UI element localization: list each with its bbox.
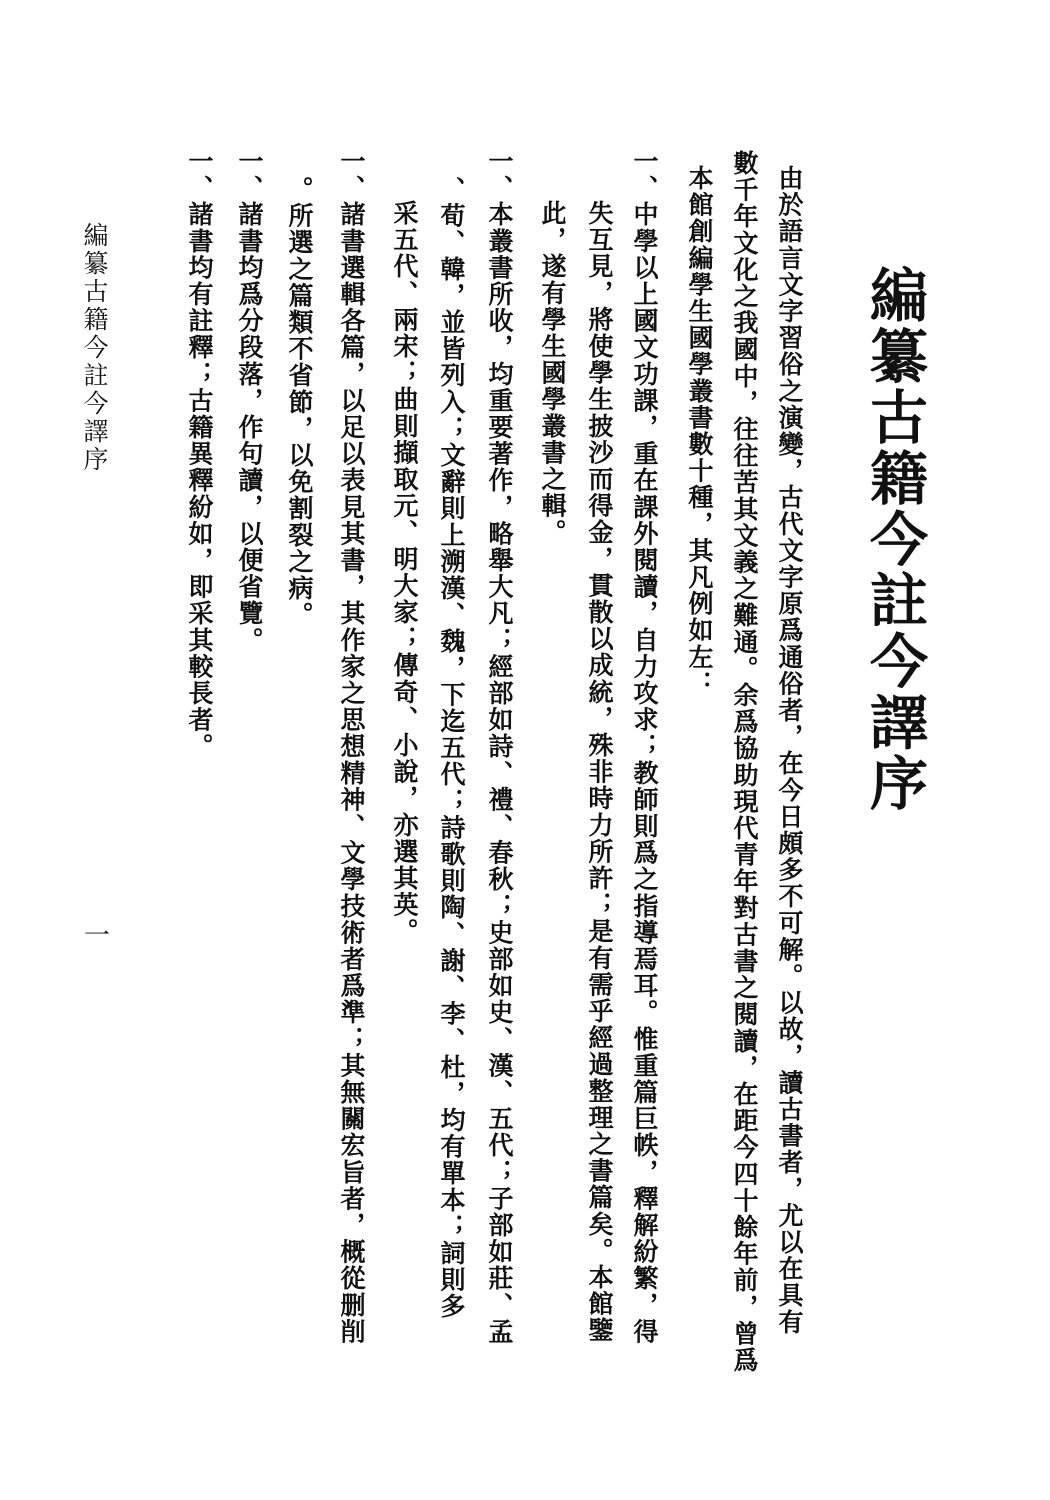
list-item-1-continued: 此，遂有學生國學叢書之輯。: [538, 200, 567, 546]
list-item-2-continued: 、荀、韓，並皆列入；文辭則上溯漢、魏，下迄五代；詩歌則陶、謝、李、杜，均有單本；詞則多: [437, 176, 466, 1320]
list-item-2: 一、本叢書所收，均重要著作，略舉大凡；經部如詩、禮、春秋；史部如史、漢、五代；子部如莊、孟: [485, 148, 514, 1345]
text-column-1: 由於語言文字習俗之演變，古代文字原爲通俗者，在今日頗多不可解。以故，讀古書者，尤以在具有: [775, 165, 804, 1336]
list-item-1-continued: 失互見，將使學生披沙而得金，貫散以成統，殊非時力所許；是有需乎經過整理之書篇矣。本館鑒: [585, 200, 614, 1344]
running-header: 編纂古籍今註今譯序: [80, 222, 109, 474]
text-column-2: 數千年文化之我國中，往往苦其文義之難通。余爲協助現代青年對古書之閱讀，在距今四十餘年前，曾爲: [730, 150, 759, 1374]
page-number: 一: [84, 921, 111, 951]
list-item-5: 一、諸書均有註釋；古籍異釋紛如，即采其較長者。: [185, 148, 214, 760]
list-item-3-continued: 。所選之篇類不省節，以免割裂之病。: [285, 176, 314, 629]
document-title: 編纂古籍今註今譯序: [860, 265, 928, 814]
list-item-1: 一、中學以上國文功課，重在課外閱讀，自力攻求；教師則爲之指導焉耳。惟重篇巨帙，釋解紛繁，得: [630, 148, 659, 1345]
list-item-2-continued: 采五代、兩宋；曲則擷取元、明大家；傳奇、小說，亦選其英。: [390, 200, 419, 945]
text-column-3: 本館創編學生國學叢書數十種，其凡例如左：: [685, 165, 714, 697]
list-item-3: 一、諸書選輯各篇，以足以表見其書，其作家之思想精神、文學技術者爲準；其無關宏旨者，概從删削: [337, 148, 366, 1345]
list-item-4: 一、諸書均爲分段落，作句讀，以便省覽。: [235, 148, 264, 654]
